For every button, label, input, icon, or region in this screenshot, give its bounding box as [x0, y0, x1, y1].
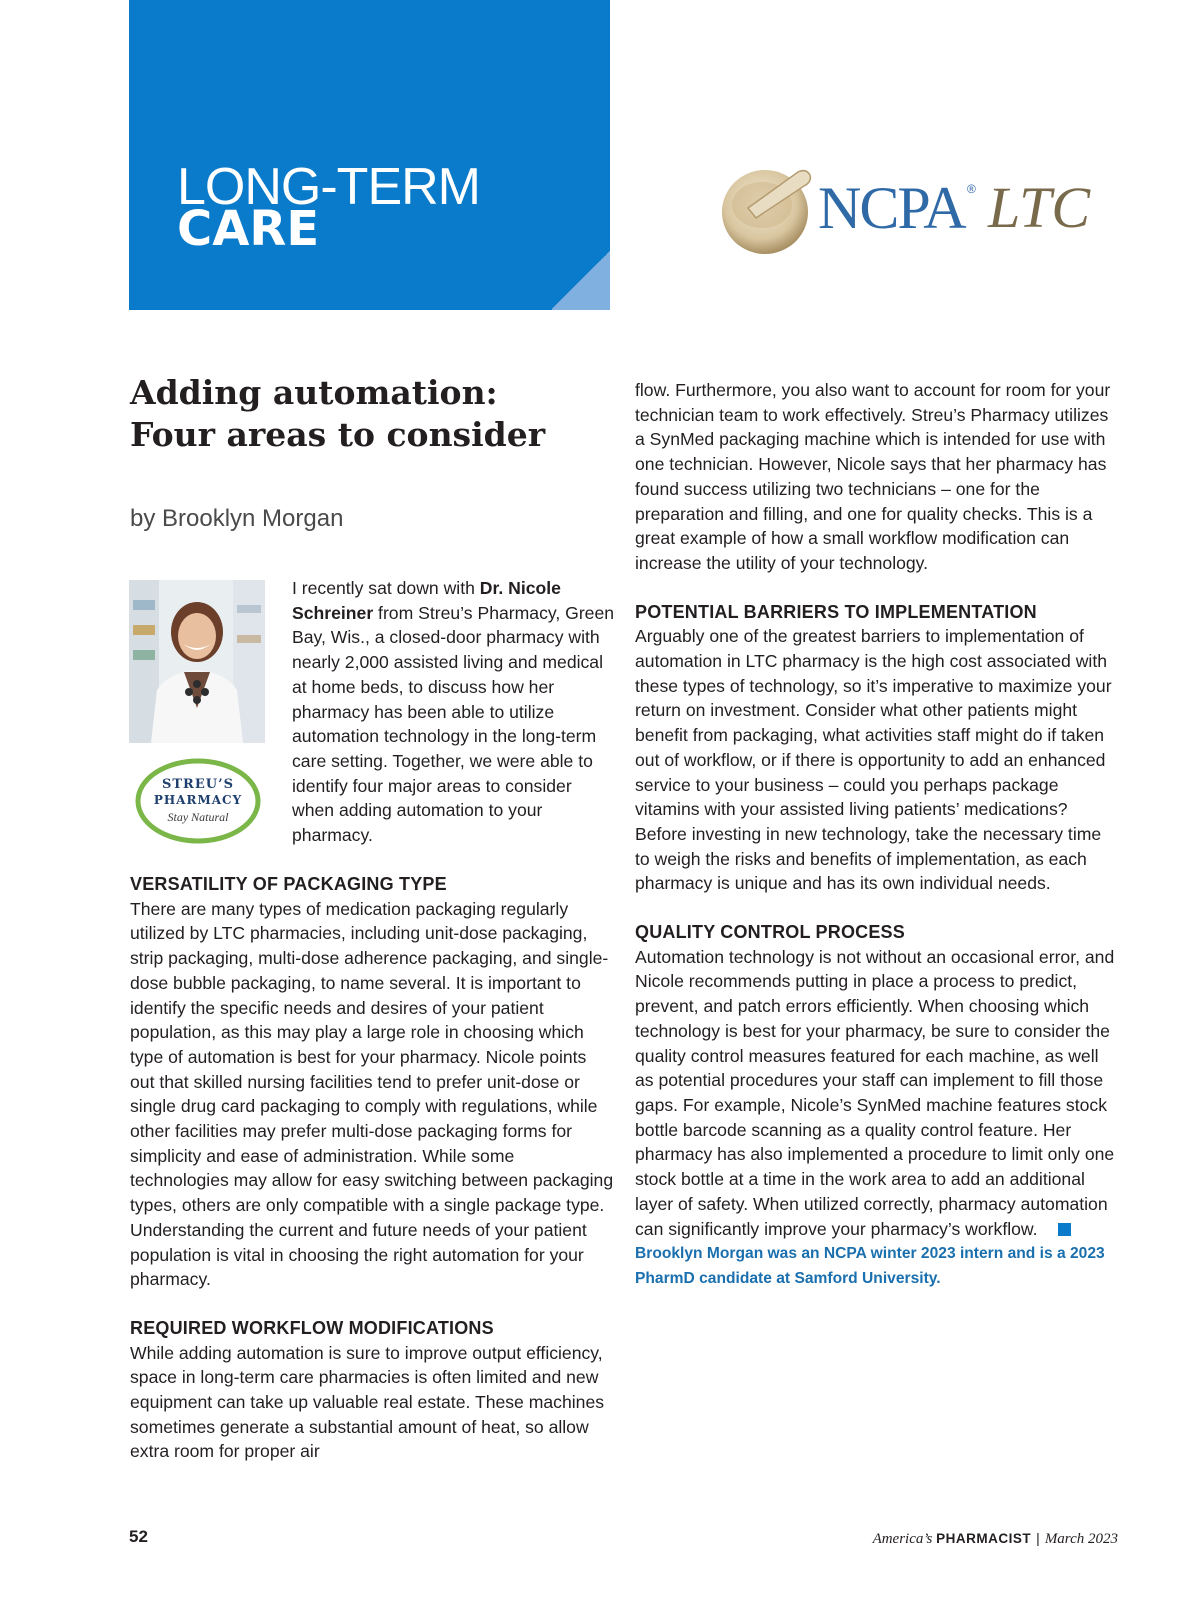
article-title	[130, 372, 545, 456]
section-heading: REQUIRED WORKFLOW MODIFICATIONS	[130, 1317, 494, 1338]
section-body: Arguably one of the greatest barriers to implementation of automation in LTC pharmacy is the high cost associated with these types of technology, so it’s imperative to maximize your return on investment. Consider what other patients might benefit from packaging, what activities staff might do if taken out of workflow, or if there is opportunity to add an enhanced service to your business – could you perhaps package vitamins with your assisted living patients’ medications? Before investing in new technology, take the necessary time to weigh the risks and benefits of implementation, as each pharmacy is unique and has its own individual needs.	[635, 626, 1112, 894]
article-title-line2: Four areas to consider	[130, 415, 546, 454]
magazine-name-italic: America’s	[872, 1531, 933, 1547]
streus-pharmacy-seal	[133, 756, 263, 846]
section-banner	[129, 0, 610, 310]
interviewee-name: Dr. Nicole Schreiner	[292, 578, 561, 623]
intro-paragraph	[292, 576, 617, 848]
section-heading: POTENTIAL BARRIERS TO IMPLEMENTATION	[635, 601, 1037, 622]
section-body-text: Automation technology is not without an occasional error, and Nicole recommends putting in place a process to predict, prevent, and patch errors efficiently. When choosing which technology is best for your pharmacy, be sure to consider the quality control measures featured for each machine, as well as potential procedures your staff can implement to fill those gaps. For example, Nicole’s SynMed machine features stock bottle barcode scanning as a quality control feature. Her pharmacy has also implemented a procedure to limit only one stock bottle at a time in the work area to add an additional layer of safety. When utilized correctly, pharmacy automation can significantly improve your pharmacy’s workflow.	[635, 946, 1115, 1239]
section-title-line2: CARE	[177, 201, 320, 257]
section-body: There are many types of medication packaging regularly utilized by LTC pharmacies, including unit-dose packaging, strip packaging, multi-dose adherence packaging, and single-dose bubble packaging, to name several. It is important to identify the specific needs and desires of your patient population, as this may play a large role in choosing which type of automation is best for your pharmacy. Nicole points out that skilled nursing facilities tend to prefer unit-dose or single drug card packaging to comply with regulations, while other facilities may prefer multi-dose packaging forms for simplicity and ease of administration. While some technologies may allow for easy switching between packaging types, others are only compatible with a single package type. Understanding the current and future needs of your patient population is vital in choosing the right automation for your pharmacy.	[130, 898, 614, 1290]
svg-text:STREU’S: STREU’S	[161, 777, 235, 792]
logo-registered-mark: ®	[967, 182, 976, 196]
section-heading: QUALITY CONTROL PROCESS	[635, 922, 905, 943]
magazine-footer	[873, 1530, 1118, 1548]
article-title-line1: Adding automation:	[130, 373, 498, 412]
section-body-continued: flow. Furthermore, you also want to account for room for your technician team to work effectively. Streu’s Pharmacy utilizes a SynMed packaging machine which is intended for use with one technician. However, Nicole says that her pharmacy has found success utilizing two technicians – one for the preparation and filling, and one for quality checks. This is a great example of how a small workflow modification can increase the utility of your technology.	[635, 380, 1111, 573]
article-byline: by Brooklyn Morgan	[130, 505, 344, 532]
section-title-line1: LONG-TERM	[177, 158, 480, 216]
banner-page-fold	[552, 250, 610, 310]
svg-text:PHARMACY: PHARMACY	[153, 793, 243, 807]
page-number: 52	[129, 1527, 148, 1546]
section-title	[177, 158, 480, 257]
right-column	[635, 378, 1120, 1291]
logo-ltc-text: LTC	[988, 175, 1091, 240]
intro-lead: I recently sat down with	[292, 578, 480, 598]
mortar-pestle-icon	[718, 160, 818, 260]
portrait-photo	[129, 580, 265, 743]
svg-text:Stay Natural: Stay Natural	[167, 810, 229, 824]
issue-date: March 2023	[1044, 1531, 1118, 1547]
logo-ncpa-text: NCPA	[818, 175, 965, 241]
end-of-article-mark	[1058, 1223, 1071, 1236]
author-note: Brooklyn Morgan was an NCPA winter 2023 intern and is a 2023 PharmD candidate at Samford University.	[635, 1245, 1105, 1288]
footer-separator: |	[1036, 1530, 1040, 1546]
magazine-name-bold: PHARMACIST	[936, 1531, 1032, 1546]
section-body	[635, 945, 1120, 1241]
section-body: While adding automation is sure to improve output efficiency, space in long-term care pharmacies is often limited and new equipment can take up valuable real estate. These machines sometimes generate a substantial amount of heat, so allow extra room for proper air	[130, 1342, 605, 1462]
intro-body: from Streu’s Pharmacy, Green Bay, Wis., a closed-door pharmacy with nearly 2,000 assisted living and medical at home beds, to discuss how her pharmacy has been able to utilize automation technology in the long-term care setting. Together, we were able to identify four major areas to consider when adding automation to your pharmacy.	[292, 602, 615, 846]
section-heading: VERSATILITY OF PACKAGING TYPE	[130, 874, 447, 894]
left-column	[130, 872, 615, 1464]
ncpa-ltc-logo	[718, 160, 1118, 260]
